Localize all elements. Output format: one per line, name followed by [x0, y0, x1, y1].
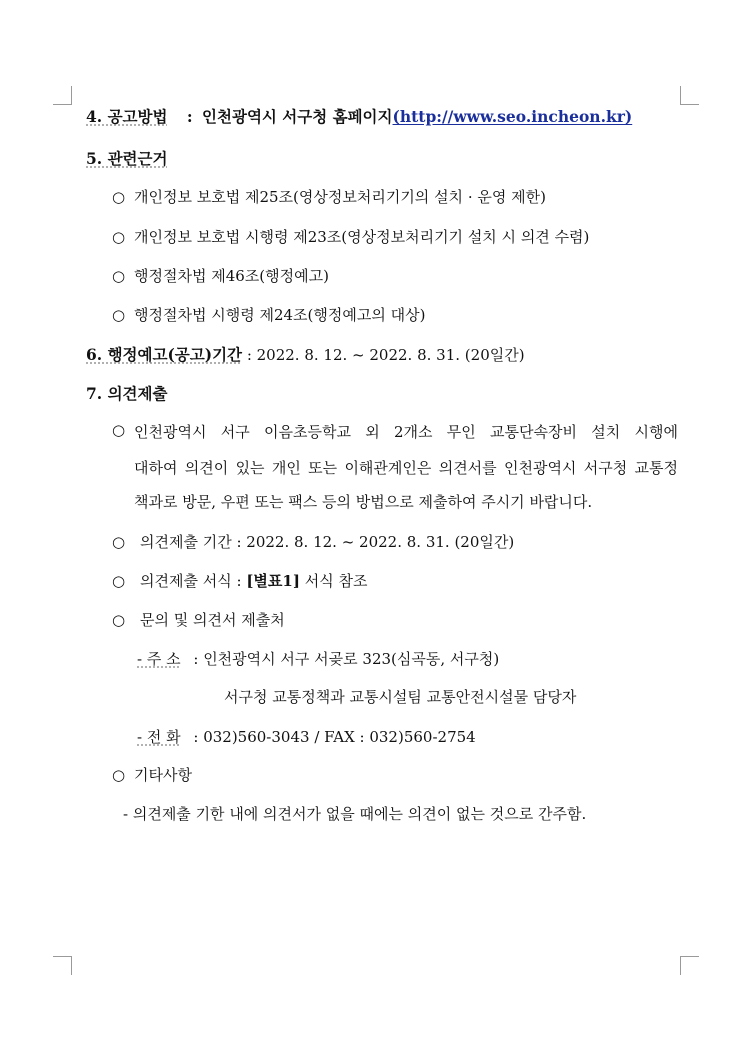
list-item: ○ 행정절차법 제46조(행정예고): [112, 267, 329, 285]
contact-title: 문의 및 의견서 제출처: [140, 611, 285, 629]
bullet-circle: ○: [112, 611, 126, 629]
crop-mark-top-left: [53, 86, 72, 105]
crop-mark-bottom-right: [680, 956, 699, 975]
list-item: ○ 행정절차법 시행령 제24조(행정예고의 대상): [112, 306, 426, 324]
list-item: ○ 의견제출 서식 : [별표1] 서식 참조: [112, 572, 368, 590]
section-5-heading: [86, 147, 167, 169]
attachment-ref: [별표1]: [246, 572, 300, 590]
list-item: [112, 531, 514, 552]
list-item: [112, 764, 192, 785]
section-6-period: : 2022. 8. 12. ~ 2022. 8. 31. (20일간): [246, 346, 525, 364]
section-4-colon: :: [186, 107, 193, 126]
section-6-heading: [86, 343, 525, 365]
crop-mark-bottom-left: [53, 956, 72, 975]
address-row: [137, 648, 499, 669]
submission-period: 의견제출 기간 : 2022. 8. 12. ~ 2022. 8. 31. (20일간): [140, 533, 515, 551]
section-4-label: 4. 공고방법: [86, 107, 168, 126]
crop-mark-top-right: [680, 86, 699, 105]
section-5-label: 5. 관련근거: [86, 149, 168, 168]
list-item: ○ 개인정보 보호법 시행령 제23조(영상정보처리기기 설치 시 의견 수렴): [112, 228, 590, 246]
phone-value: : 032)560-3043 / FAX : 032)560-2754: [193, 728, 476, 746]
bullet-circle: ○: [112, 533, 126, 551]
paragraph-line-2-text: 대하여 의견이 있는 개인 또는 이해관계인은 의견서를 인천광역시 서구청 교통정: [134, 459, 678, 477]
list-item: [112, 609, 285, 630]
paragraph-line-1-text: 인천광역시 서구 이음초등학교 외 2개소 무인 교통단속장비 설치 시행에: [134, 423, 678, 441]
section-6-label: 6. 행정예고(공고)기간: [86, 345, 243, 364]
etc-note: - 의견제출 기한 내에 의견서가 없을 때에는 의견이 없는 것으로 간주함.: [123, 805, 587, 823]
section-4-heading: [86, 105, 632, 127]
paragraph-line-3-text: 책과로 방문, 우편 또는 팩스 등의 방법으로 제출하여 주시기 바랍니다.: [134, 493, 593, 511]
section-4-text: 인천광역시 서구청 홈페이지: [202, 107, 393, 126]
address-label: - 주 소: [137, 650, 181, 668]
bullet-circle: ○: [112, 267, 126, 285]
bullet-circle: ○: [112, 572, 126, 590]
phone-row: [137, 726, 476, 747]
etc-title: 기타사항: [134, 766, 192, 784]
address-line-2: 서구청 교통정책과 교통시설팀 교통안전시설물 담당자: [224, 688, 577, 706]
bullet-circle: ○: [112, 421, 126, 439]
bullet-circle: ○: [112, 188, 126, 206]
address-value: : 인천광역시 서구 서곶로 323(심곡동, 서구청): [193, 650, 500, 668]
section-7-label: 7. 의견제출: [86, 384, 168, 403]
homepage-link[interactable]: (http://www.seo.incheon.kr): [392, 107, 633, 126]
phone-label: - 전 화: [137, 728, 181, 746]
paragraph-line-1: [112, 421, 134, 439]
bullet-circle: ○: [112, 766, 126, 784]
bullet-circle: ○: [112, 228, 126, 246]
list-item: ○ 개인정보 보호법 제25조(영상정보처리기기의 설치 · 운영 제한): [112, 188, 546, 206]
bullet-circle: ○: [112, 306, 126, 324]
section-7-heading: [86, 382, 167, 404]
